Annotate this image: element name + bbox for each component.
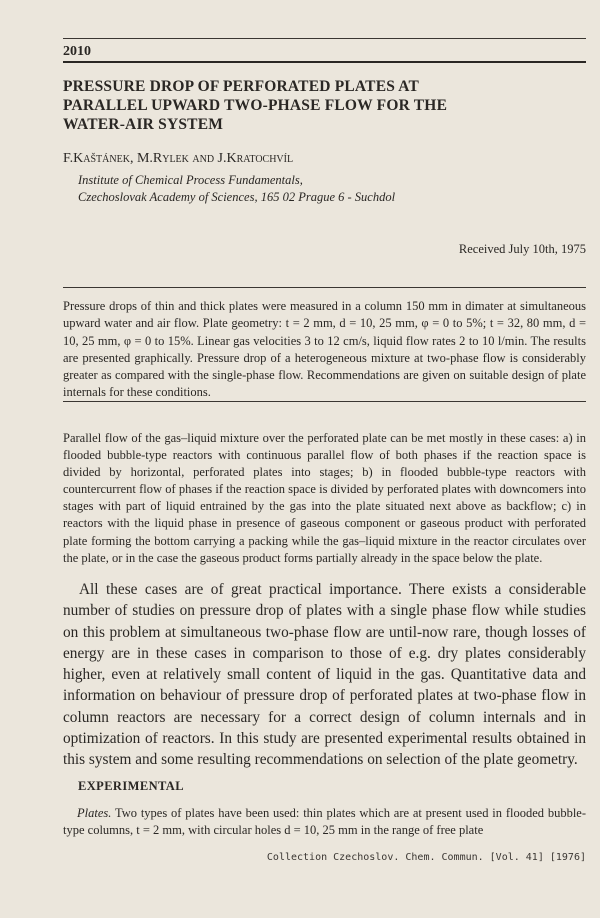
plates-paragraph bbox=[63, 805, 586, 840]
article-authors: F.Kaštánek, M.Rylek and J.Kratochvíl bbox=[63, 151, 294, 166]
top-rule bbox=[63, 38, 586, 39]
affiliation-line: Institute of Chemical Process Fundamentals, bbox=[78, 173, 303, 187]
abstract-top-rule bbox=[63, 287, 586, 288]
plates-text: Two types of plates have been used: thin plates which are at present used in flooded bubble-type columns, t = 2 mm, with circular holes d = 10, 25 mm in the range of free plate bbox=[63, 806, 586, 838]
body-paragraph: All these cases are of great practical importance. There exists a considerable number of studies on pressure drop of plates with a single phase flow while studies on this problem at simultaneous two-phase flow are until-now rare, though losses of energy are in these cases in comparison to those of e.g. dry plates considerably higher, even at relatively small content of liquid in the gas. Quantitative data and information on behaviour of pressure drop of perforated plates at two-phase flow in column reactors are necessary for a correct design of column internals and in optimization of reactors. In this study are presented experimental results obtained in this system and some resulting recommendations on selection of the plate geometry. bbox=[63, 581, 586, 769]
abstract-bottom-rule bbox=[63, 401, 586, 402]
plates-lead: Plates. bbox=[77, 806, 112, 820]
section-heading: EXPERIMENTAL bbox=[78, 779, 184, 793]
affiliation-line: Czechoslovak Academy of Sciences, 165 02 Prague 6 - Suchdol bbox=[78, 190, 396, 204]
article-title: PRESSURE DROP OF PERFORATED PLATES AT PARALLEL UPWARD TWO-PHASE FLOW FOR THE WATER-AIR SYSTEM bbox=[63, 78, 448, 133]
intro-paragraph: Parallel flow of the gas–liquid mixture over the perforated plate can be met mostly in these cases: a) in flooded bubble-type reactors with continuous parallel flow of both phases if the reaction space is divided by horizontal, perforated plates into stages; b) in flooded bubble-type reactors with countercurrent flow of phases if the reaction space is divided by perforated plates with downcomers into stages with part of liquid entrained by the gas into the plate situated next above as backflow; c) in reactors with the liquid phase in presence of gaseous component or gaseous product with perforated plate forming the bottom carrying a packing while the gas–liquid mixture in the reactor circulates over the plate, or in the case the gaseous product forms partially already in the space below the plate. bbox=[63, 431, 586, 565]
header-rule bbox=[63, 61, 586, 63]
footer-citation: Collection Czechoslov. Chem. Commun. [Vol. 41] [1976] bbox=[266, 852, 586, 863]
abstract-text: Pressure drops of thin and thick plates were measured in a column 150 mm in dimater at simultaneous upward water and air flow. Plate geometry: t = 2 mm, d = 10, 25 mm, φ = 0 to 5%; t = 32, 80 mm, d = 10, 25 mm, φ = 0 to 15%. Linear gas velocities 3 to 12 cm/s, liquid flow rates 2 to 10 l/min. The results are presented graphically. Pressure drop of a heterogeneous mixture at two-phase flow is considerably greater as compared with the single-phase flow. Recommendations are given on suitable design of plate internals for these conditions. bbox=[63, 299, 586, 400]
received-date: Received July 10th, 1975 bbox=[458, 242, 586, 256]
author-affiliation bbox=[78, 172, 395, 206]
page-number: 2010 bbox=[63, 44, 91, 59]
